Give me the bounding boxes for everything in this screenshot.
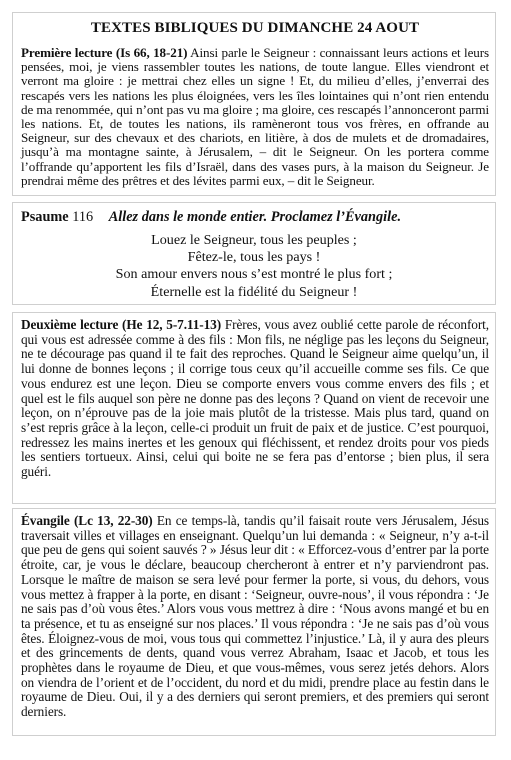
gospel-paragraph xyxy=(21,514,489,720)
gospel-text: En ce temps-là, tandis qu’il faisait route vers Jérusalem, Jésus traversait villes et villages en enseignant. Quelqu’un lui demanda : « Seigneur, n’y a-t-il que peu de gens qui soient sauvés ? » Jésus leur dit : « Efforcez-vous d’entrer par la porte étroite, car, je vous le déclare, beaucoup chercheront à entrer et n’y parviendront pas. Lorsque le maître de maison se sera levé pour fermer la porte, si vous, du dehors, vous vous mettez à frapper à la porte, en disant : ‘Seigneur, ouvre-nous’, il vous répondra : ‘Je ne sais pas d’où vous êtes.’ Alors vous vous mettrez à dire : ‘Nous avons mangé et bu en ta présence, et tu as enseigné sur nos places.’ Il vous répondra : ‘Je ne sais pas d’où vous êtes. Éloignez-vous de moi, vous tous qui commettez l’injustice.’ Là, il y aura des pleurs et des grincements de dents, quand vous verrez Abraham, Isaac et Jacob, et tous les prophètes dans le royaume de Dieu, et que vous-mêmes, vous serez jetés dehors. Alors on viendra de l’orient et de l’occident, du nord et du midi, prendre place au festin dans le royaume de Dieu. Oui, il y a des derniers qui seront premiers, et des premiers qui seront derniers. xyxy=(21,513,489,720)
psalm-response: Allez dans le monde entier. Proclamez l’Évangile. xyxy=(108,209,402,225)
psalm-line: Louez le Seigneur, tous les peuples ; xyxy=(151,232,357,248)
second-reading-heading: Deuxième lecture (He 12, 5-7.11-13) xyxy=(21,317,222,332)
gospel-heading: Évangile (Lc 13, 22-30) xyxy=(21,513,153,528)
gospel-box xyxy=(12,508,496,736)
psalm-verses xyxy=(21,232,487,301)
second-reading-paragraph xyxy=(21,318,489,480)
page-title: TEXTES BIBLIQUES DU DIMANCHE 24 AOUT xyxy=(90,20,420,36)
psalm-box xyxy=(12,202,496,305)
first-reading-text: Ainsi parle le Seigneur : connaissant leurs actions et leurs pensées, moi, je viens rassembler toutes les nations, de toute langue. Elles viendront et verront ma gloire : je mettrai chez elles un signe ! Et, du milieu d’elles, j’enverrai des rescapés vers les nations les plus éloignées, vers les îles lointaines qui n’ont rien entendu de ma renommée, qui n’ont pas vu ma gloire ; ma gloire, ces rescapés l’annonceront parmi les nations. Et, de toutes les nations, ils ramèneront tous vos frères, en offrande au Seigneur, sur des chevaux et des chariots, en litière, à dos de mulets et de dromadaires, jusqu’à ma montagne sainte, à Jérusalem, – dit le Seigneur. On les portera comme l’offrande qu’apportent les fils d’Israël, dans des vases purs, à la maison du Seigneur. Je prendrai même des prêtres et des lévites parmi eux, – dit le Seigneur. xyxy=(21,45,489,188)
second-reading-text: Frères, vous avez oublié cette parole de réconfort, qui vous est adressée comme à des fils : Mon fils, ne néglige pas les leçons du Seigneur, ne te décourage pas quand il te fait des reproches. Quand le Seigneur aime quelqu’un, il lui donne de bonnes leçons ; il corrige tous ceux qu’il accueille comme ses fils. Ce que vous endurez est une leçon. Dieu se comporte envers vous comme envers des fils ; et quel est le fils auquel son père ne donne pas des leçons ? Quand on vient de recevoir une leçon, on n’éprouve pas de la joie mais plutôt de la tristesse. Mais plus tard, quand on s’est repris grâce à la leçon, celle-ci produit un fruit de paix et de justice. C’est pourquoi, redressez les mains inertes et les genoux qui fléchissent, et rendez droits pour vos pieds les sentiers tortueux. Ainsi, celui qui boite ne se fera pas d’entorse ; bien plus, il sera guéri. xyxy=(21,317,489,480)
first-reading-box xyxy=(12,12,496,196)
first-reading-paragraph xyxy=(21,46,489,188)
psalm-label: Psaume xyxy=(21,209,69,225)
psalm-number: 116 xyxy=(72,209,94,225)
psalm-line: Éternelle est la fidélité du Seigneur ! xyxy=(150,283,358,300)
first-reading-heading: Première lecture (Is 66, 18-21) xyxy=(21,45,188,60)
psalm-header xyxy=(21,208,487,226)
psalm-line: Fêtez-le, tous les pays ! xyxy=(187,249,321,266)
second-reading-box xyxy=(12,312,496,504)
psalm-line: Son amour envers nous s’est montré le plus fort ; xyxy=(115,266,393,283)
